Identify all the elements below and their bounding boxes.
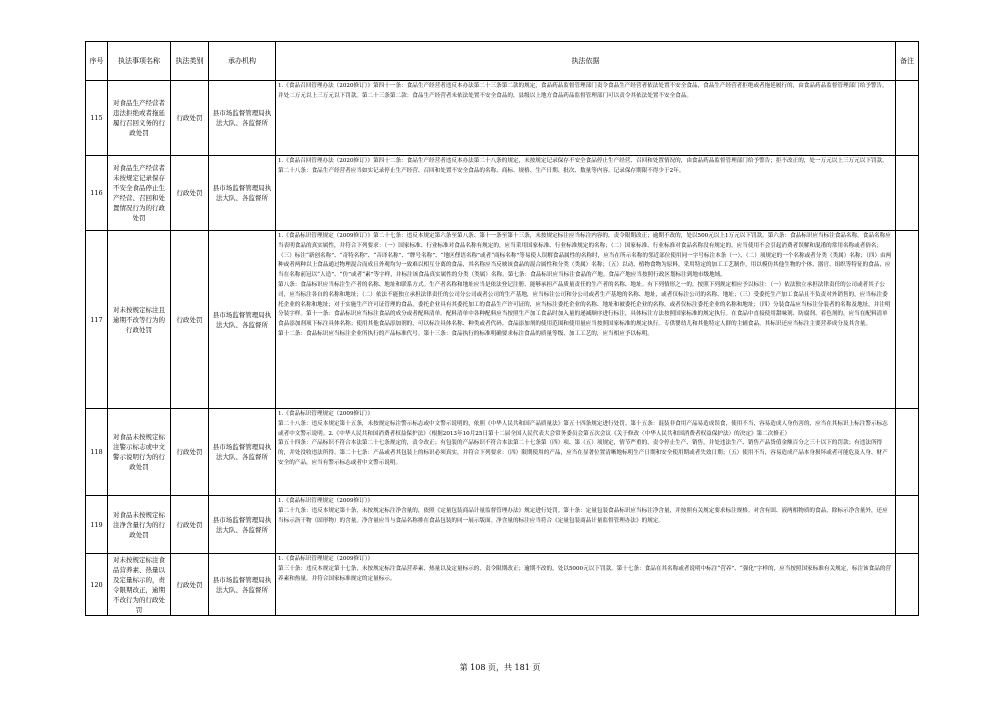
table-row bbox=[86, 156, 919, 231]
row-no: 115 bbox=[86, 81, 108, 156]
row-type: 行政处罚 bbox=[171, 554, 209, 616]
row-type: 行政处罚 bbox=[171, 81, 209, 156]
row-no: 120 bbox=[86, 554, 108, 616]
header-no: 序号 bbox=[86, 42, 108, 81]
table-header-row bbox=[86, 42, 919, 81]
header-type: 执法类别 bbox=[171, 42, 209, 81]
header-basis: 执法依据 bbox=[276, 42, 896, 81]
row-basis-text: 1.《食品召回管理办法（2020修订）》第四十一条：食品生产经营者违反本办法第二十三条第二款的规定，食品药品监督管理部门责令食品生产经营者依法处置不安全食品，食品生产经营者拒绝或者拖延履行的，由食品药品监督管理部门给予警告，并处二万元以上三万元以下罚款。第二十三条第二款：食品生产经营者未依法处置不安全食品的，县级以上地方食品药品监督管理部门可以责令其依法处置不安全食品。 bbox=[278, 83, 888, 99]
row-note bbox=[896, 554, 919, 616]
row-item: 对未按规定标注且逾期不改等行为的行政处罚 bbox=[108, 231, 171, 409]
row-type: 行政处罚 bbox=[171, 496, 209, 554]
header-item: 执法事项名称 bbox=[108, 42, 171, 81]
row-basis bbox=[276, 156, 896, 231]
row-item: 对食品未按规定标注净含量行为的行政处罚 bbox=[108, 496, 171, 554]
row-org: 县市场监督管理局执法大队、各监督所 bbox=[209, 231, 276, 409]
row-note bbox=[896, 156, 919, 231]
row-item: 对未按规定标注食品营养素、热量以及定量标示的，责令限期改正，逾期不改行为的行政处罚 bbox=[108, 554, 171, 616]
row-basis-text: 1.《食品标识管理规定（2009修订）》 第二十九条：违反本规定第十条，未按规定标注净含量的，依照《定量包装商品计量监督管理办法》规定进行处罚。第十条：定量包装食品标识应当标注净含量，并按照有关规定要求标注规格。对含有固、液两相物质的食品，除标示净含量外，还应当标示沥干物（固形物）的含量。净含量应当与食品名称排在食品包装的同一展示版面。净含量的标注应当符合《定量包装商品计量监督管理办法》的规定。 bbox=[278, 498, 888, 524]
row-type: 行政处罚 bbox=[171, 156, 209, 231]
row-basis bbox=[276, 409, 896, 496]
table-row bbox=[86, 409, 919, 496]
table-row bbox=[86, 231, 919, 409]
row-no: 116 bbox=[86, 156, 108, 231]
row-type: 行政处罚 bbox=[171, 409, 209, 496]
enforcement-table bbox=[85, 41, 919, 616]
table-row bbox=[86, 81, 919, 156]
row-basis-text: 1.《食品标识管理规定（2009修订）》 第二十八条：违反本规定第十五条，未按规定标注警示标志或中文警示说明的，依照《中华人民共和国产品质量法》第五十四条规定进行处罚。第十五条：混装非食用产品易造成误食，使用不当，容易造成人身伤害的，应当在其标识上标注警示标志或者中文警示说明。2.《中华人民共和国消费者权益保护法》（根据2013年10月25日第十二届全国人民代表大会常务委员会第五次会议《关于修改〈中华人民共和国消费者权益保护法〉的决定》第二次修正） 第五十四条：产品标识不符合本法第二十七条规定的，责令改正；有包装的产品标识不符合本法第二十七条第（四）项、第（五）项规定，情节严重的，责令停止生产、销售，并处违法生产、销售产品货值金额百分之三十以下的罚款；有违法所得的，并处没收违法所得。第二十七条：产品或者其包装上的标识必须真实，并符合下列要求：（四）限期使用的产品，应当在显著位置清晰地标明生产日期和安全使用期或者失效日期；（五）使用不当，容易造成产品本身损坏或者可能危及人身、财产安全的产品，应当有警示标志或者中文警示说明。 bbox=[278, 411, 888, 466]
row-org: 县市场监督管理局执法大队、各监督所 bbox=[209, 409, 276, 496]
enforcement-table-sheet bbox=[85, 41, 914, 616]
row-basis bbox=[276, 496, 896, 554]
row-item: 对食品未按规定标注警示标志或中文警示说明行为的行政处罚 bbox=[108, 409, 171, 496]
header-org: 承办机构 bbox=[209, 42, 276, 81]
row-org: 县市场监督管理局执法大队、各监督所 bbox=[209, 554, 276, 616]
row-basis-text: 1.《食品标识管理规定（2009修订）》第二十七条：违反本规定第六条至第八条、第十一条至第十三条，未按规定标注应当标注内容的，责令限期改正；逾期不改的，处以500元以上1万元以下罚款。第六条：食品标识应当标注食品名称。食品名称应当表明食品的真实属性，并符合下列要求：（一）国家标准、行业标准对食品名称有规定的，应当采用国家标准、行业标准规定的名称；（二）国家标准、行业标准对食品名称没有规定的，应当使用不会引起消费者误解和混淆的常用名称或者俗名；（三）标注“新创名称”、“奇特名称”、“音译名称”、“牌号名称”、“地区俚语名称”或者“商标名称”等易使人误解食品属性的名称时，应当在所示名称的邻近部位使用同一字号标注本条（一）、（二）项规定的一个名称或者分类（类属）名称；（四）由两种或者两种以上食品通过物理混合而成且外观均匀一致难以相互分离的食品，其名称应当反映该食品的混合属性和分类（类属）名称；（五）以动、植物食物为原料，采用特定的加工工艺制作，用以模仿其他生物的个体、器官、组织等特征的食品，应当在名称前冠以“人造”、“仿”或者“素”等字样，并标注该食品真实属性的分类（类属）名称。第七条：食品标识应当标注食品的产地。食品产地应当按照行政区划标注到地市级地域。 第八条：食品标识应当标注生产者的名称、地址和联系方式。生产者名称和地址应当是依法登记注册、能够承担产品质量责任的生产者的名称、地址。有下列情形之一的，按照下列规定相应予以标注：（一）依法独立承担法律责任的公司或者其子公司，应当标注各自的名称和地址；（二）依法不能独立承担法律责任的公司分公司或者公司的生产基地，应当标注公司和分公司或者生产基地的名称、地址，或者仅标注公司的名称、地址；（三）受委托生产加工食品且不负责对外销售的，应当标注委托企业的名称和地址；对于实施生产许可证管理的食品，委托企业具有其委托加工的食品生产许可证的，应当标注委托企业的名称、地址和被委托企业的名称，或者仅标注委托企业的名称和地址；（四）分装食品应当标注分装者的名称及地址，并注明分装字样。第十一条：食品标识应当标注食品的成分或者配料清单。配料清单中各种配料应当按照生产加工食品时加入量的递减顺序进行标注，具体标注方法按照国家标准的规定执行。在食品中直接使用甜味剂、防腐剂、着色剂的，应当在配料清单食品添加剂项下标注具体名称；使用其他食品添加剂的，可以标注具体名称、种类或者代码。食品添加剂的使用范围和使用量应当按照国家标准的规定执行。专供婴幼儿和其他特定人群的主辅食品，其标识还应当标注主要营养成分及其含量。 第十二条：食品标识应当标注企业所执行的产品标准代号。第十三条：食品执行的标准明确要求标注食品的质量等级、加工工艺的，应当相应予以标明。 bbox=[278, 233, 892, 337]
row-org: 县市场监督管理局执法大队、各监督所 bbox=[209, 81, 276, 156]
row-note bbox=[896, 496, 919, 554]
row-note bbox=[896, 231, 919, 409]
row-basis-text: 1.《食品召回管理办法（2020修订）》第四十二条：食品生产经营者违反本办法第二十八条的规定，未按规定记录保存不安全食品停止生产经营、召回和处置情况的，由食品药品监督管理部门给予警告；拒不改正的，处一万元以上三万元以下罚款。第二十八条：食品生产经营者应当如实记录停止生产经营、召回和处置不安全食品的名称、商标、规格、生产日期、批次、数量等内容。记录保存期限不得少于2年。 bbox=[278, 158, 888, 174]
row-note bbox=[896, 409, 919, 496]
header-note: 备注 bbox=[896, 42, 919, 81]
row-basis bbox=[276, 554, 896, 616]
row-basis bbox=[276, 231, 896, 409]
row-item: 对食品生产经营者未按规定记录保存不安全食品停止生产经营、召回和处置情况行为的行政处罚 bbox=[108, 156, 171, 231]
table-row bbox=[86, 496, 919, 554]
row-no: 119 bbox=[86, 496, 108, 554]
row-basis-text: 1.《食品标识管理规定（2009修订）》 第三十条：违反本规定第十七条，未按规定标注食品营养素、热量以及定量标示的，责令限期改正；逾期不改的，处以5000元以下罚款。第十七条：食品在其名称或者说明中标注“营养”、“强化”字样的，应当按照国家标准有关规定，标注该食品的营养素和热量，并符合国家标准规定的定量标示。 bbox=[278, 556, 892, 582]
row-org: 县市场监督管理局执法大队、各监督所 bbox=[209, 496, 276, 554]
row-org: 县市场监督管理局执法大队、各监督所 bbox=[209, 156, 276, 231]
row-basis bbox=[276, 81, 896, 156]
table-row bbox=[86, 554, 919, 616]
row-item: 对食品生产经营者违法拒绝或者拖延履行召回义务的行政处罚 bbox=[108, 81, 171, 156]
row-no: 118 bbox=[86, 409, 108, 496]
page-number-footer: 第 108 页，共 181 页 bbox=[459, 663, 541, 672]
row-note bbox=[896, 81, 919, 156]
row-type: 行政处罚 bbox=[171, 231, 209, 409]
row-no: 117 bbox=[86, 231, 108, 409]
